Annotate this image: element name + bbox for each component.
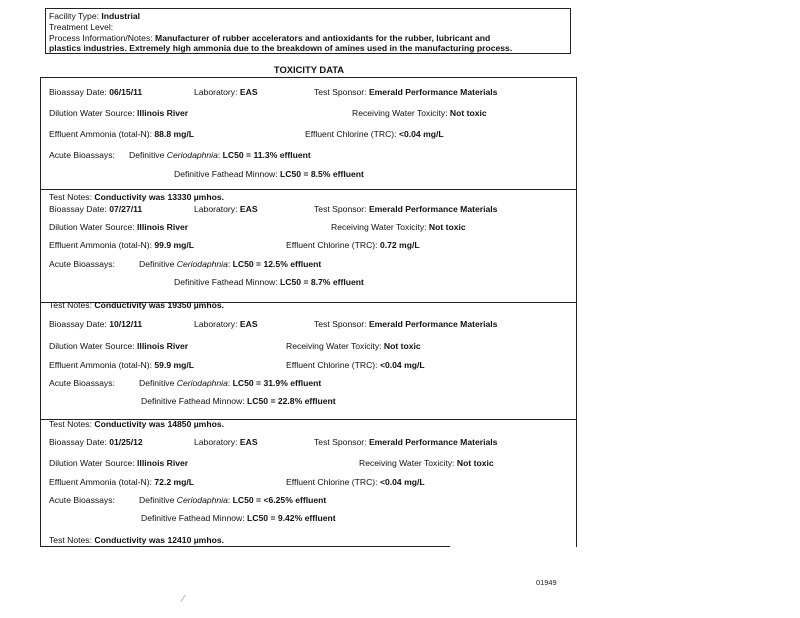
dilution-water-field <box>49 222 188 232</box>
effluent-chlorine-label: Effluent Chlorine (TRC): <box>286 240 378 250</box>
ceriodaphnia-lc50-value: LC50 = 12.5% effluent <box>232 259 322 269</box>
effluent-ammonia-field <box>49 477 194 487</box>
receiving-water-label: Receiving Water Toxicity: <box>286 341 382 351</box>
bioassay-date-field <box>49 87 142 97</box>
process-info-value: Manufacturer of rubber accelerators and antioxidants for the rubber, lubricant and <box>155 33 491 43</box>
effluent-chlorine-label: Effluent Chlorine (TRC): <box>286 360 378 370</box>
test-notes-label: Test Notes: <box>49 192 92 202</box>
bioassay-date-value: 01/25/12 <box>109 437 143 447</box>
test-sponsor-field <box>314 87 497 97</box>
test-sponsor-label: Test Sponsor: <box>314 204 367 214</box>
receiving-water-value: Not toxic <box>449 108 487 118</box>
receiving-water-value: Not toxic <box>456 458 494 468</box>
bioassay-date-field <box>49 319 142 329</box>
process-info-label: Process Information/Notes: <box>49 33 153 43</box>
facility-type-label: Facility Type: <box>49 11 99 21</box>
effluent-ammonia-value: 88.8 mg/L <box>154 129 195 139</box>
bioassay-date-label: Bioassay Date: <box>49 437 107 447</box>
fathead-minnow-label: Definitive Fathead Minnow: <box>174 169 278 179</box>
acute-bioassays-text: Acute Bioassays: <box>49 378 115 388</box>
laboratory-field <box>194 87 258 97</box>
fathead-minnow-result <box>174 277 364 287</box>
acute-bioassays-label <box>49 259 115 269</box>
acute-bioassays-label <box>49 495 115 505</box>
fathead-minnow-label: Definitive Fathead Minnow: <box>174 277 278 287</box>
receiving-water-field <box>352 108 487 118</box>
fathead-lc50-value: LC50 = 8.7% effluent <box>280 277 364 287</box>
ceriodaphnia-lc50-value: LC50 = <6.25% effluent <box>232 495 327 505</box>
effluent-chlorine-label: Effluent Chlorine (TRC): <box>286 477 378 487</box>
process-info-continued: plastics industries. Extremely high ammonia due to the breakdown of amines used in the manufacturing process. <box>49 43 513 53</box>
laboratory-value: EAS <box>239 87 258 97</box>
ceriodaphnia-label: Ceriodaphnia <box>176 495 228 505</box>
table-bottom-border <box>41 546 450 547</box>
acute-bioassays-label <box>49 150 115 160</box>
test-sponsor-value: Emerald Performance Materials <box>368 87 498 97</box>
laboratory-field <box>194 437 258 447</box>
bioassay-date-label: Bioassay Date: <box>49 87 107 97</box>
effluent-chlorine-value: 0.72 mg/L <box>379 240 420 250</box>
dilution-water-field <box>49 458 188 468</box>
ceriodaphnia-result: Definitive Ceriodaphnia: LC50 = 31.9% effluent <box>139 378 322 388</box>
bioassay-date-label: Bioassay Date: <box>49 319 107 329</box>
acute-bioassays-text: Acute Bioassays: <box>49 495 115 505</box>
test-sponsor-field <box>314 319 497 329</box>
bioassay-date-value: 10/12/11 <box>109 319 143 329</box>
effluent-ammonia-field <box>49 240 194 250</box>
dilution-water-value: Illinois River <box>137 222 189 232</box>
effluent-ammonia-label: Effluent Ammonia (total-N): <box>49 240 153 250</box>
ceriodaphnia-lc50-value: LC50 = 11.3% effluent <box>222 150 311 160</box>
toxicity-table <box>40 77 577 547</box>
test-sponsor-value: Emerald Performance Materials <box>368 319 498 329</box>
treatment-level-label: Treatment Level: <box>49 22 114 32</box>
dilution-water-label: Dilution Water Source: <box>49 341 135 351</box>
facility-type-value: Industrial <box>101 11 141 21</box>
effluent-ammonia-field <box>49 360 194 370</box>
effluent-ammonia-label: Effluent Ammonia (total-N): <box>49 129 153 139</box>
effluent-chlorine-label: Effluent Chlorine (TRC): <box>305 129 397 139</box>
fathead-lc50-value: LC50 = 9.42% effluent <box>247 513 336 523</box>
ceriodaphnia-label: Ceriodaphnia <box>176 259 228 269</box>
laboratory-field <box>194 319 258 329</box>
test-notes-value: Conductivity was 19350 µmhos. <box>94 300 224 310</box>
dilution-water-value: Illinois River <box>137 458 189 468</box>
dilution-water-value: Illinois River <box>137 108 189 118</box>
receiving-water-field <box>331 222 466 232</box>
laboratory-label: Laboratory: <box>194 319 238 329</box>
dilution-water-label: Dilution Water Source: <box>49 222 135 232</box>
receiving-water-label: Receiving Water Toxicity: <box>331 222 427 232</box>
test-notes-field <box>49 419 224 429</box>
test-sponsor-label: Test Sponsor: <box>314 319 367 329</box>
laboratory-value: EAS <box>239 204 258 214</box>
record-divider <box>41 189 576 190</box>
test-notes-label: Test Notes: <box>49 535 92 545</box>
laboratory-label: Laboratory: <box>194 204 238 214</box>
ceriodaphnia-result: Definitive Ceriodaphnia: LC50 = <6.25% effluent <box>139 495 327 505</box>
fathead-minnow-result <box>141 513 336 523</box>
laboratory-label: Laboratory: <box>194 87 238 97</box>
effluent-ammonia-value: 99.9 mg/L <box>154 240 195 250</box>
effluent-ammonia-value: 59.9 mg/L <box>154 360 195 370</box>
effluent-ammonia-label: Effluent Ammonia (total-N): <box>49 360 153 370</box>
laboratory-label: Laboratory: <box>194 437 238 447</box>
test-notes-value: Conductivity was 12410 µmhos. <box>94 535 224 545</box>
dilution-water-field <box>49 108 188 118</box>
test-sponsor-label: Test Sponsor: <box>314 87 367 97</box>
ceriodaphnia-lc50-value: LC50 = 31.9% effluent <box>232 378 322 388</box>
laboratory-value: EAS <box>239 319 258 329</box>
bioassay-date-value: 06/15/11 <box>109 87 143 97</box>
laboratory-field <box>194 204 258 214</box>
dilution-water-field <box>49 341 188 351</box>
page-number: 01949 <box>536 578 557 587</box>
test-sponsor-value: Emerald Performance Materials <box>368 204 498 214</box>
fathead-minnow-label: Definitive Fathead Minnow: <box>141 396 245 406</box>
test-notes-value: Conductivity was 13330 µmhos. <box>94 192 224 202</box>
effluent-ammonia-field <box>49 129 194 139</box>
bioassay-date-value: 07/27/11 <box>109 204 143 214</box>
effluent-chlorine-value: <0.04 mg/L <box>379 477 425 487</box>
dilution-water-value: Illinois River <box>137 341 189 351</box>
definitive-label: Definitive <box>139 495 175 505</box>
effluent-chlorine-value: <0.04 mg/L <box>379 360 425 370</box>
receiving-water-value: Not toxic <box>428 222 466 232</box>
test-notes-label: Test Notes: <box>49 300 92 310</box>
dilution-water-label: Dilution Water Source: <box>49 458 135 468</box>
receiving-water-label: Receiving Water Toxicity: <box>359 458 455 468</box>
toxicity-data-title: TOXICITY DATA <box>273 64 345 75</box>
test-notes-field <box>49 300 224 310</box>
effluent-chlorine-field <box>286 477 425 487</box>
ceriodaphnia-result: Definitive Ceriodaphnia: LC50 = 11.3% effluent <box>129 150 311 160</box>
ceriodaphnia-label: Ceriodaphnia <box>166 150 218 160</box>
acute-bioassays-text: Acute Bioassays: <box>49 150 115 160</box>
receiving-water-value: Not toxic <box>383 341 421 351</box>
acute-bioassays-label <box>49 378 115 388</box>
treatment-level-line <box>49 22 113 32</box>
dilution-water-label: Dilution Water Source: <box>49 108 135 118</box>
test-notes-value: Conductivity was 14850 µmhos. <box>94 419 224 429</box>
effluent-chlorine-value: <0.04 mg/L <box>398 129 444 139</box>
effluent-chlorine-field <box>286 240 420 250</box>
definitive-label: Definitive <box>139 378 175 388</box>
fathead-lc50-value: LC50 = 8.5% effluent <box>280 169 364 179</box>
ceriodaphnia-label: Ceriodaphnia <box>176 378 228 388</box>
test-notes-label: Test Notes: <box>49 419 92 429</box>
receiving-water-field <box>359 458 494 468</box>
effluent-chlorine-field <box>286 360 425 370</box>
scan-mark <box>180 595 185 602</box>
test-notes-field <box>49 192 224 202</box>
test-sponsor-label: Test Sponsor: <box>314 437 367 447</box>
definitive-label: Definitive <box>139 259 175 269</box>
ceriodaphnia-result: Definitive Ceriodaphnia: LC50 = 12.5% effluent <box>139 259 322 269</box>
test-sponsor-value: Emerald Performance Materials <box>368 437 498 447</box>
effluent-chlorine-field <box>305 129 444 139</box>
receiving-water-label: Receiving Water Toxicity: <box>352 108 448 118</box>
effluent-ammonia-value: 72.2 mg/L <box>154 477 195 487</box>
facility-info-box <box>45 8 571 54</box>
process-info-line <box>49 33 490 43</box>
bioassay-date-field <box>49 204 142 214</box>
receiving-water-field <box>286 341 421 351</box>
test-notes-field <box>49 535 224 545</box>
laboratory-value: EAS <box>239 437 258 447</box>
effluent-ammonia-label: Effluent Ammonia (total-N): <box>49 477 153 487</box>
facility-type-line <box>49 11 140 21</box>
bioassay-date-field <box>49 437 143 447</box>
fathead-minnow-result <box>141 396 336 406</box>
test-sponsor-field <box>314 437 497 447</box>
definitive-label: Definitive <box>129 150 165 160</box>
fathead-lc50-value: LC50 = 22.8% effluent <box>247 396 336 406</box>
fathead-minnow-label: Definitive Fathead Minnow: <box>141 513 245 523</box>
bioassay-date-label: Bioassay Date: <box>49 204 107 214</box>
fathead-minnow-result <box>174 169 364 179</box>
test-sponsor-field <box>314 204 497 214</box>
acute-bioassays-text: Acute Bioassays: <box>49 259 115 269</box>
